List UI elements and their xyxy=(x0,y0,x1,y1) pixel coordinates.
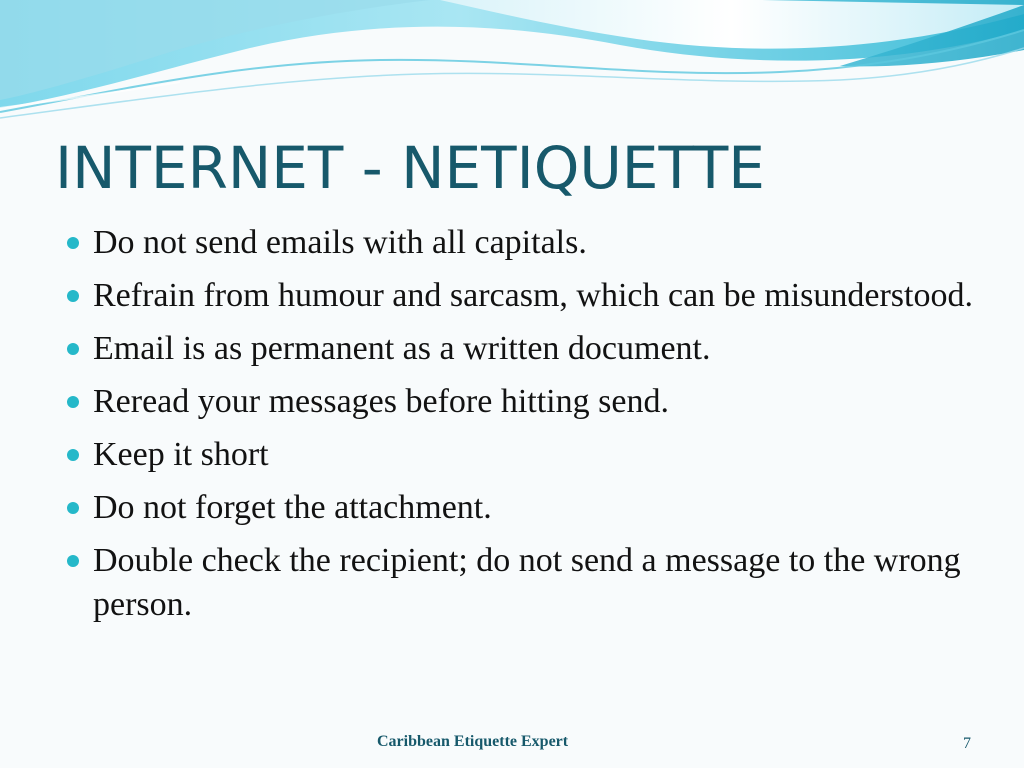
bullet-dot-icon xyxy=(67,237,79,249)
page-number: 7 xyxy=(963,735,971,752)
bullet-dot-icon xyxy=(67,290,79,302)
bullet-item xyxy=(93,274,973,318)
footer-text: Caribbean Etiquette Expert xyxy=(377,733,569,750)
bullet-dot-icon xyxy=(67,449,79,461)
bullet-text: Refrain from humour and sarcasm, which can be misunderstood. xyxy=(93,277,973,314)
bullet-text: Do not forget the attachment. xyxy=(93,489,492,526)
bullet-dot-icon xyxy=(67,502,79,514)
bullet-text: Do not send emails with all capitals. xyxy=(93,224,587,261)
bullet-list xyxy=(93,221,973,636)
bullet-item xyxy=(93,539,973,627)
bullet-text: Reread your messages before hitting send. xyxy=(93,383,669,420)
bullet-item xyxy=(93,486,973,530)
bullet-item xyxy=(93,380,973,424)
bullet-dot-icon xyxy=(67,396,79,408)
bullet-dot-icon xyxy=(67,555,79,567)
bullet-text: Email is as permanent as a written document. xyxy=(93,330,711,367)
bullet-item xyxy=(93,433,973,477)
bullet-text: Double check the recipient; do not send a message to the wrong person. xyxy=(93,542,961,623)
bullet-item xyxy=(93,221,973,265)
bullet-item xyxy=(93,327,973,371)
slide-title: INTERNET - NETIQUETTE xyxy=(55,134,765,202)
bullet-dot-icon xyxy=(67,343,79,355)
wave-decoration xyxy=(0,0,1024,130)
bullet-text: Keep it short xyxy=(93,436,269,473)
